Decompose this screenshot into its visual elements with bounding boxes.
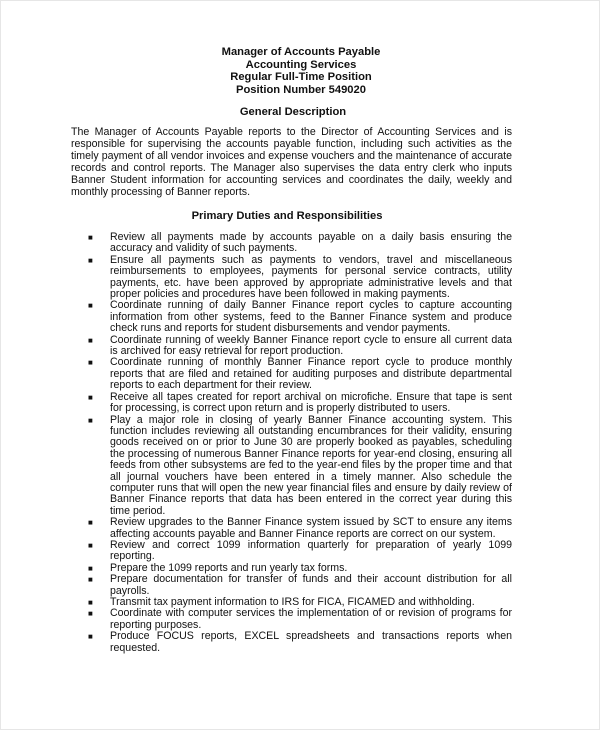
duty-text: Ensure all payments such as payments to vendors, travel and miscellaneous reimbursements to employees, payments for personal service contracts, utility payments, etc. have been approved by appropriate administrative levels and that proper policies and procedures have been followed in making payments. <box>110 253 512 301</box>
duty-text: Review all payments made by accounts payable on a daily basis ensuring the accuracy and validity of such payments. <box>110 231 512 255</box>
bullet-icon: ■ <box>88 358 93 368</box>
duty-item <box>88 255 512 301</box>
duty-item <box>88 300 512 334</box>
bullet-icon: ■ <box>88 609 93 619</box>
bullet-icon: ■ <box>88 335 93 345</box>
duty-text: Review and correct 1099 information quarterly for preparation of yearly 1099 reporting. <box>110 538 512 563</box>
duty-text: Receive all tapes created for report archival on microfiche. Ensure that tape is sent for processing, is correct upon return and is properly distributed to users. <box>110 390 512 415</box>
bullet-icon: ■ <box>88 255 93 265</box>
position-number: Position Number 549020 <box>236 83 366 96</box>
duty-item <box>88 631 512 654</box>
duty-text: Prepare documentation for transfer of funds and their account distribution for all payrolls. <box>110 573 512 597</box>
duty-text: Coordinate running of weekly Banner Finance report cycle to ensure all current data is archived for easy retrieval for report production. <box>110 333 512 358</box>
duty-item <box>88 608 512 631</box>
duty-text: Play a major role in closing of yearly Banner Finance accounting system. This function includes reviewing all outstanding encumbrances for their validity, ensuring goods received on or prior to June 30 are properly booked as payables, scheduling the processing of numerous Banner Finance reports for year-end closing, ensuring all feeds from other subsystems are fed to the year-end files by the proper time and that all journal vouchers have been entered in a timely manner. Also schedule the computer runs that will open the new year financial files and ensure by daily review of Banner Finance reports that data has been entered in the correct year during this time period. <box>110 413 512 517</box>
general-description-heading: General Description <box>239 106 347 118</box>
position-type: Regular Full-Time Position <box>230 71 372 84</box>
duties-list <box>88 232 512 654</box>
duty-item <box>88 540 512 563</box>
duty-item <box>88 392 512 415</box>
duty-text: Coordinate running of monthly Banner Finance report cycle to produce monthly reports that are filed and retained for auditing purposes and distribute departmental reports to each department for their review. <box>110 356 512 392</box>
bullet-icon: ■ <box>88 598 93 607</box>
duty-item <box>88 415 512 518</box>
bullet-icon: ■ <box>88 575 93 585</box>
bullet-icon: ■ <box>88 540 93 550</box>
department: Accounting Services <box>245 58 357 71</box>
duty-text: Coordinate running of daily Banner Finance report cycles to capture accounting information from other systems, feed to the Banner Finance system and produce check runs and reports for student disbursements and vendor payments. <box>110 299 512 335</box>
duty-text: Transmit tax payment information to IRS for FICA, FICAMED and withholding. <box>110 596 475 608</box>
duty-item <box>88 232 512 255</box>
duty-item <box>88 357 512 391</box>
bullet-icon: ■ <box>88 392 93 402</box>
duty-item <box>88 335 512 358</box>
bullet-icon: ■ <box>88 518 93 528</box>
bullet-icon: ■ <box>88 632 93 642</box>
job-title: Manager of Accounts Payable <box>221 46 381 58</box>
duty-text: Coordinate with computer services the implementation of or revision of programs for reporting purposes. <box>110 607 512 631</box>
bullet-icon: ■ <box>88 415 93 425</box>
bullet-icon: ■ <box>88 301 93 311</box>
bullet-icon: ■ <box>88 233 93 242</box>
duty-text: Review upgrades to the Banner Finance system issued by SCT to ensure any items affecting accounts payable and Banner Finance reports are correct on our system. <box>110 516 512 540</box>
duty-item <box>88 517 512 540</box>
primary-duties-heading: Primary Duties and Responsibilities <box>191 210 383 222</box>
duty-text: Prepare the 1099 reports and run yearly tax forms. <box>110 561 348 574</box>
bullet-icon: ■ <box>88 563 93 573</box>
general-description-text: The Manager of Accounts Payable reports to the Director of Accounting Services and is responsible for supervising the accounts payable function, including such activities as the timely payment of all vendor invoices and expense vouchers and the maintenance of accurate records and control reports. The Manager also supervises the data entry clerk who inputs Banner Student information for accounting services and coordinates the daily, weekly and monthly processing of Banner reports. <box>71 126 512 199</box>
duty-item <box>88 574 512 597</box>
duty-text: Produce FOCUS reports, EXCEL spreadsheets and transactions reports when requested. <box>110 630 512 654</box>
position-header <box>1 46 600 96</box>
